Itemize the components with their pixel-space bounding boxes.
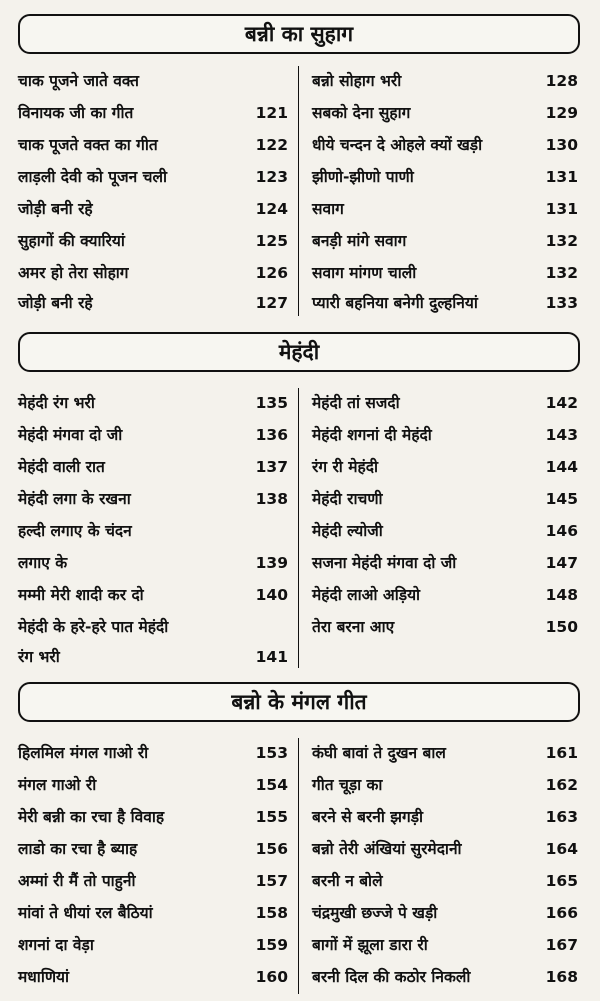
entry-title: सबको देना सुहाग bbox=[312, 104, 411, 122]
entry-title: बागों में झूला डारा री bbox=[312, 936, 428, 954]
entry-title: बरनी न बोले bbox=[312, 872, 383, 890]
toc-entry bbox=[312, 226, 578, 256]
toc-entry bbox=[18, 388, 288, 418]
entry-title: सवाग मांगण चाली bbox=[312, 264, 417, 282]
entry-page: 159 bbox=[255, 936, 288, 954]
toc-entry bbox=[312, 162, 578, 192]
toc-entry bbox=[18, 930, 288, 960]
entry-page: 154 bbox=[255, 776, 288, 794]
entry-page: 143 bbox=[545, 426, 578, 444]
entry-page: 129 bbox=[545, 104, 578, 122]
toc-entry bbox=[312, 962, 578, 992]
entry-title: बन्नो सोहाग भरी bbox=[312, 72, 402, 90]
entry-page: 155 bbox=[255, 808, 288, 826]
entry-title: शगनां दा वेड़ा bbox=[18, 936, 94, 954]
entry-page: 135 bbox=[255, 394, 288, 412]
entry-page: 144 bbox=[545, 458, 578, 476]
toc-entry bbox=[18, 770, 288, 800]
toc-entry bbox=[312, 516, 578, 546]
entry-page: 148 bbox=[545, 586, 578, 604]
entry-title: मेहंदी रंग भरी bbox=[18, 394, 95, 412]
toc-entry bbox=[18, 130, 288, 160]
toc-entry bbox=[18, 898, 288, 928]
toc-entry bbox=[18, 834, 288, 864]
entry-title: मेहंदी तां सजदी bbox=[312, 394, 400, 412]
toc-entry bbox=[18, 194, 288, 224]
toc-entry bbox=[18, 66, 288, 96]
entry-title: लाडो का रचा है ब्याह bbox=[18, 840, 138, 858]
toc-entry bbox=[18, 484, 288, 514]
column-divider bbox=[298, 738, 299, 994]
entry-page: 133 bbox=[545, 294, 578, 312]
toc-entry bbox=[312, 288, 578, 318]
entry-page: 146 bbox=[545, 522, 578, 540]
entry-page: 153 bbox=[255, 744, 288, 762]
entry-page: 164 bbox=[545, 840, 578, 858]
entry-page: 121 bbox=[255, 104, 288, 122]
entry-title: चाक पूजने जाते वक्त bbox=[18, 72, 139, 90]
toc-entry bbox=[312, 580, 578, 610]
toc-entry bbox=[312, 834, 578, 864]
toc-entry bbox=[312, 866, 578, 896]
toc-entry bbox=[312, 258, 578, 288]
section-heading-banno-ke-mangal-geet: बन्नो के मंगल गीत bbox=[18, 682, 580, 722]
toc-entry bbox=[18, 420, 288, 450]
entry-title: कंघी बावां ते दुखन बाल bbox=[312, 744, 446, 762]
entry-page: 122 bbox=[255, 136, 288, 154]
entry-page: 145 bbox=[545, 490, 578, 508]
entry-page: 126 bbox=[255, 264, 288, 282]
entry-title: धीये चन्दन दे ओहले क्यों खड़ी bbox=[312, 136, 483, 154]
entry-title: बरनी दिल की कठोर निकली bbox=[312, 968, 471, 986]
entry-page: 137 bbox=[255, 458, 288, 476]
entry-title: गीत चूड़ा का bbox=[312, 776, 383, 794]
entry-title: रंग री मेहंदी bbox=[312, 458, 378, 476]
toc-entry bbox=[18, 612, 288, 642]
section-heading-banni-ka-suhag: बन्नी का सुहाग bbox=[18, 14, 580, 54]
toc-entry bbox=[18, 288, 288, 318]
entry-title: सुहागों की क्यारियां bbox=[18, 232, 125, 250]
toc-entry bbox=[312, 548, 578, 578]
toc-entry bbox=[312, 738, 578, 768]
toc-entry bbox=[18, 580, 288, 610]
entry-page: 168 bbox=[545, 968, 578, 986]
entry-title: चंद्रमुखी छज्जे पे खड़ी bbox=[312, 904, 438, 922]
entry-title: सवाग bbox=[312, 200, 344, 218]
toc-entry bbox=[18, 866, 288, 896]
entry-page: 160 bbox=[255, 968, 288, 986]
entry-title: अमर हो तेरा सोहाग bbox=[18, 264, 129, 282]
entry-page: 131 bbox=[545, 168, 578, 186]
toc-entry bbox=[312, 612, 578, 642]
entry-title: मेहंदी लगा के रखना bbox=[18, 490, 131, 508]
entry-title: जोड़ी बनी रहे bbox=[18, 294, 93, 312]
toc-entry bbox=[312, 98, 578, 128]
toc-entry bbox=[312, 484, 578, 514]
entry-page: 158 bbox=[255, 904, 288, 922]
column-divider bbox=[298, 388, 299, 668]
entry-page: 157 bbox=[255, 872, 288, 890]
toc-entry bbox=[18, 548, 288, 578]
entry-title: मेरी बन्नी का रचा है विवाह bbox=[18, 808, 165, 826]
toc-entry bbox=[18, 642, 288, 672]
entry-title: मंगल गाओ री bbox=[18, 776, 97, 794]
entry-title: तेरा बरना आए bbox=[312, 618, 395, 636]
entry-title: मेहंदी शगनां दी मेहंदी bbox=[312, 426, 432, 444]
entry-title: मेहंदी राचणी bbox=[312, 490, 383, 508]
column-divider bbox=[298, 66, 299, 316]
entry-page: 150 bbox=[545, 618, 578, 636]
entry-title: मेहंदी मंगवा दो जी bbox=[18, 426, 123, 444]
entry-title: हिलमिल मंगल गाओ री bbox=[18, 744, 149, 762]
section-heading-mehndi: मेहंदी bbox=[18, 332, 580, 372]
toc-entry bbox=[18, 738, 288, 768]
entry-title: झीणो-झीणो पाणी bbox=[312, 168, 414, 186]
entry-title: मांवां ते धीयां रल बैठियां bbox=[18, 904, 153, 922]
entry-page: 142 bbox=[545, 394, 578, 412]
entry-page: 125 bbox=[255, 232, 288, 250]
entry-title: प्यारी बहनिया बनेगी दुल्हनियां bbox=[312, 294, 478, 312]
entry-page: 138 bbox=[255, 490, 288, 508]
entry-title: जोड़ी बनी रहे bbox=[18, 200, 93, 218]
entry-page: 163 bbox=[545, 808, 578, 826]
entry-title: अम्मां री मैं तो पाहुनी bbox=[18, 872, 136, 890]
toc-entry bbox=[18, 162, 288, 192]
entry-title: लाड़ली देवी को पूजन चली bbox=[18, 168, 167, 186]
toc-entry bbox=[312, 194, 578, 224]
entry-title: बरने से बरनी झगड़ी bbox=[312, 808, 424, 826]
entry-title: लगाए के bbox=[18, 554, 68, 572]
entry-title: मम्मी मेरी शादी कर दो bbox=[18, 586, 144, 604]
entry-page: 132 bbox=[545, 264, 578, 282]
entry-page: 156 bbox=[255, 840, 288, 858]
entry-page: 136 bbox=[255, 426, 288, 444]
entry-title: मेहंदी ल्योजी bbox=[312, 522, 383, 540]
toc-entry bbox=[312, 388, 578, 418]
toc-entry bbox=[312, 130, 578, 160]
entry-title: मेहंदी वाली रात bbox=[18, 458, 105, 476]
toc-entry bbox=[18, 516, 288, 546]
entry-page: 165 bbox=[545, 872, 578, 890]
toc-entry bbox=[312, 66, 578, 96]
entry-page: 161 bbox=[545, 744, 578, 762]
entry-page: 132 bbox=[545, 232, 578, 250]
toc-entry bbox=[312, 802, 578, 832]
toc-entry bbox=[18, 802, 288, 832]
entry-title: मेहंदी लाओ अड़ियो bbox=[312, 586, 421, 604]
toc-entry bbox=[18, 962, 288, 992]
toc-entry bbox=[312, 770, 578, 800]
entry-title: मधाणियां bbox=[18, 968, 70, 986]
entry-title: रंग भरी bbox=[18, 648, 60, 666]
entry-page: 166 bbox=[545, 904, 578, 922]
entry-title: विनायक जी का गीत bbox=[18, 104, 134, 122]
entry-page: 130 bbox=[545, 136, 578, 154]
toc-entry bbox=[312, 930, 578, 960]
entry-page: 124 bbox=[255, 200, 288, 218]
entry-page: 140 bbox=[255, 586, 288, 604]
entry-title: हल्दी लगाए के चंदन bbox=[18, 522, 132, 540]
toc-entry bbox=[18, 452, 288, 482]
toc-entry bbox=[18, 258, 288, 288]
entry-page: 141 bbox=[255, 648, 288, 666]
entry-page: 147 bbox=[545, 554, 578, 572]
toc-entry bbox=[312, 452, 578, 482]
entry-title: बन्नो तेरी अंखियां सुरमेदानी bbox=[312, 840, 462, 858]
entry-page: 128 bbox=[545, 72, 578, 90]
toc-entry bbox=[18, 226, 288, 256]
entry-title: चाक पूजते वक्त का गीत bbox=[18, 136, 158, 154]
entry-page: 162 bbox=[545, 776, 578, 794]
toc-entry bbox=[312, 420, 578, 450]
entry-page: 127 bbox=[255, 294, 288, 312]
entry-title: बनड़ी मांगे सवाग bbox=[312, 232, 407, 250]
entry-page: 131 bbox=[545, 200, 578, 218]
toc-entry bbox=[18, 98, 288, 128]
entry-page: 123 bbox=[255, 168, 288, 186]
entry-page: 139 bbox=[255, 554, 288, 572]
entry-title: मेहंदी के हरे-हरे पात मेहंदी bbox=[18, 618, 169, 636]
entry-title: सजना मेहंदी मंगवा दो जी bbox=[312, 554, 457, 572]
toc-entry bbox=[312, 898, 578, 928]
entry-page: 167 bbox=[545, 936, 578, 954]
